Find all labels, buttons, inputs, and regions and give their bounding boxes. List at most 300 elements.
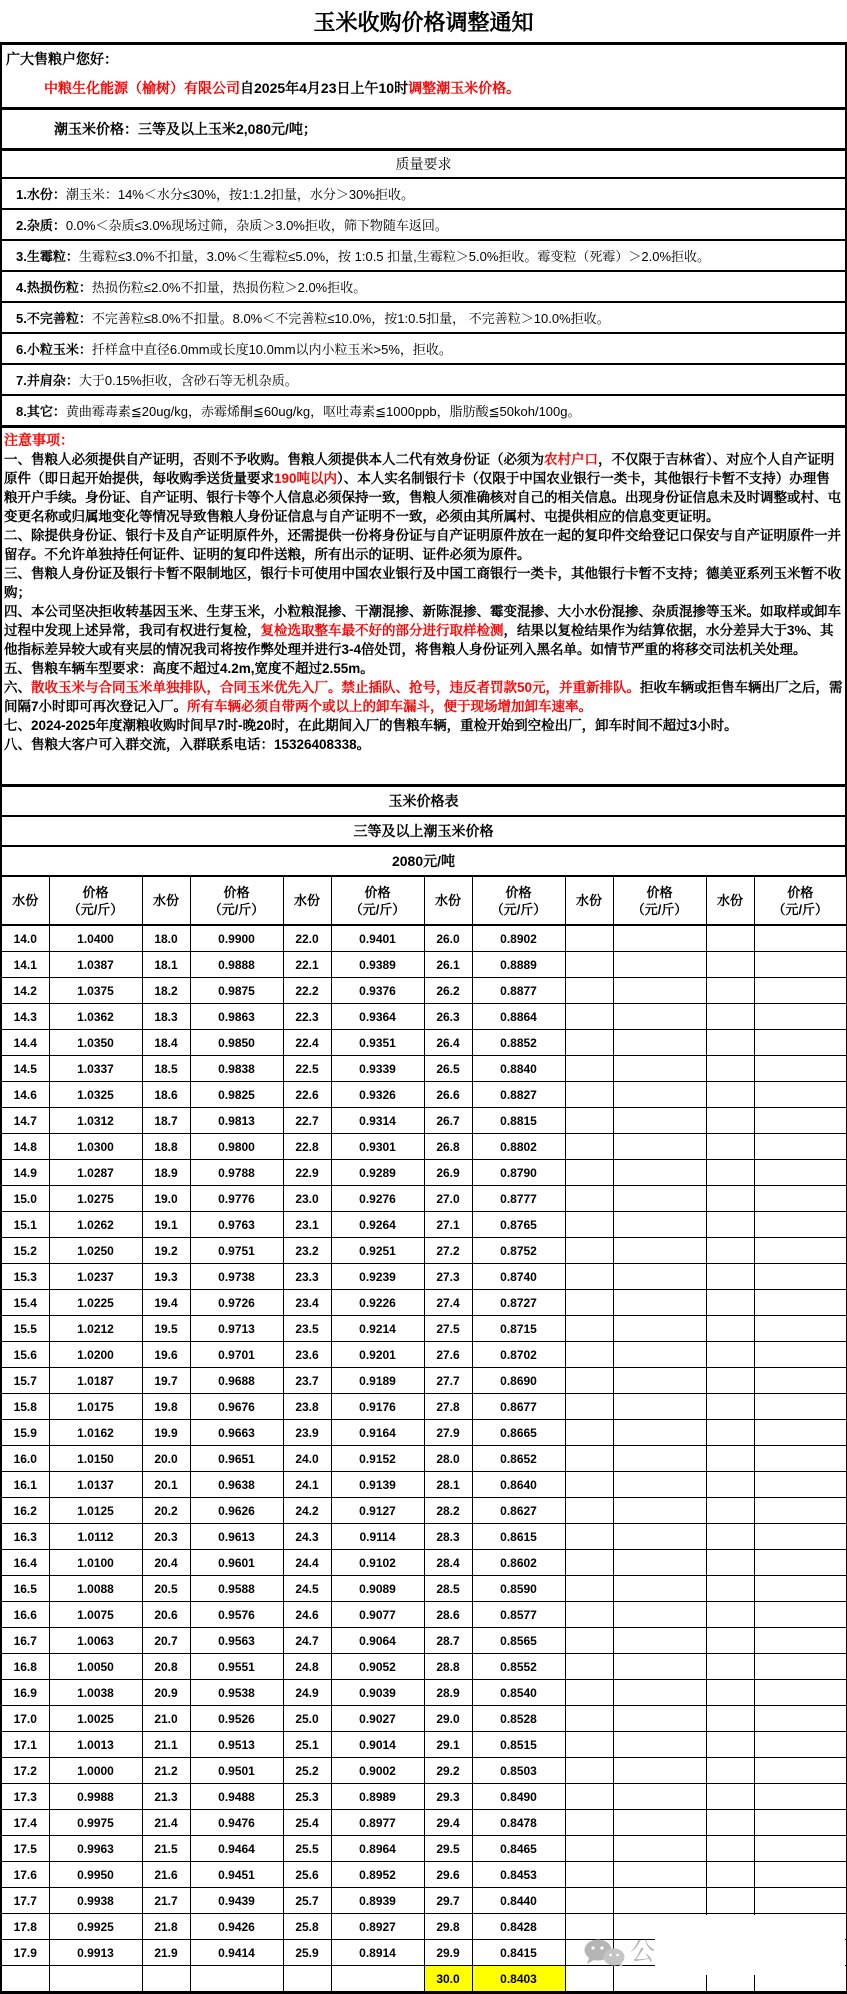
moisture-cell: 22.2: [283, 978, 331, 1004]
price-cell: 0.9875: [190, 978, 283, 1004]
moisture-cell: 24.7: [283, 1628, 331, 1654]
quality-requirements-header: 质量要求: [2, 151, 845, 179]
table-row: [1, 1342, 847, 1368]
moisture-cell: [706, 1498, 754, 1524]
quality-item-label: 4.热损伤粒：: [16, 280, 92, 295]
moisture-cell: [706, 1732, 754, 1758]
price-cell: 1.0200: [49, 1342, 142, 1368]
price-cell: 0.8840: [472, 1056, 565, 1082]
moisture-cell: 23.0: [283, 1186, 331, 1212]
price-cell: [754, 1550, 847, 1576]
moisture-cell: 26.8: [424, 1134, 472, 1160]
price-cell: [613, 1212, 706, 1238]
moisture-cell: [706, 1212, 754, 1238]
moisture-cell: 15.6: [1, 1342, 49, 1368]
moisture-cell: 22.7: [283, 1108, 331, 1134]
price-cell: [613, 1264, 706, 1290]
price-cell: 0.9176: [331, 1394, 424, 1420]
price-cell: 1.0362: [49, 1004, 142, 1030]
header-price: 价格 （元/斤）: [49, 876, 142, 925]
company-name: 中粮生化能源（榆树）有限公司: [44, 80, 240, 96]
moisture-cell: 25.8: [283, 1914, 331, 1940]
price-cell: [613, 1628, 706, 1654]
price-cell: 0.9800: [190, 1134, 283, 1160]
quality-item-label: 7.并肩杂：: [16, 373, 79, 388]
price-cell: 0.8528: [472, 1706, 565, 1732]
price-cell: [754, 1056, 847, 1082]
moisture-cell: [706, 1420, 754, 1446]
quality-item: [2, 396, 845, 428]
table-row: [1, 1238, 847, 1264]
moisture-cell: 23.5: [283, 1316, 331, 1342]
header-price: 价格 （元/斤）: [472, 876, 565, 925]
price-cell: 0.9638: [190, 1472, 283, 1498]
moisture-cell: 19.8: [142, 1394, 190, 1420]
price-cell: 0.9127: [331, 1498, 424, 1524]
moisture-cell: [565, 1758, 613, 1784]
price-cell: 0.9289: [331, 1160, 424, 1186]
price-cell: 1.0275: [49, 1186, 142, 1212]
table-row: [1, 1264, 847, 1290]
price-cell: 1.0063: [49, 1628, 142, 1654]
price-cell: 0.9301: [331, 1134, 424, 1160]
price-cell: [754, 1264, 847, 1290]
price-cell: 1.0287: [49, 1160, 142, 1186]
price-cell: [613, 1888, 706, 1914]
moisture-cell: [565, 1810, 613, 1836]
price-cell: 0.9738: [190, 1264, 283, 1290]
moisture-cell: 22.0: [283, 925, 331, 952]
watermark-cover: [655, 1915, 845, 1975]
quality-item: [2, 210, 845, 241]
wechat-icon: [583, 1939, 625, 1967]
moisture-cell: 28.5: [424, 1576, 472, 1602]
price-cell: [613, 1706, 706, 1732]
price-cell: 0.8902: [472, 925, 565, 952]
price-cell: [613, 1316, 706, 1342]
moisture-cell: [706, 1888, 754, 1914]
moisture-cell: [565, 1238, 613, 1264]
price-cell: 0.9439: [190, 1888, 283, 1914]
price-cell: 1.0350: [49, 1030, 142, 1056]
moisture-cell: [565, 952, 613, 978]
moisture-cell: 22.5: [283, 1056, 331, 1082]
price-cell: 0.8415: [472, 1940, 565, 1966]
price-cell: [613, 1550, 706, 1576]
table-row: [1, 1082, 847, 1108]
moisture-cell: [706, 1160, 754, 1186]
moisture-cell: [706, 1342, 754, 1368]
moisture-cell: [706, 1082, 754, 1108]
table-row: [1, 1732, 847, 1758]
price-cell: 0.8515: [472, 1732, 565, 1758]
price-cell: 0.8977: [331, 1810, 424, 1836]
price-cell: 1.0038: [49, 1680, 142, 1706]
moisture-cell: 26.0: [424, 925, 472, 952]
watermark-text: 公: [629, 1938, 655, 1966]
moisture-cell: [706, 1836, 754, 1862]
price-cell: 0.9152: [331, 1446, 424, 1472]
blank-spacer: [4, 754, 843, 784]
price-cell: 0.9551: [190, 1654, 283, 1680]
price-cell: 0.9763: [190, 1212, 283, 1238]
quality-item-label: 3.生霉粒：: [16, 249, 79, 264]
moisture-cell: 27.8: [424, 1394, 472, 1420]
price-cell: [613, 1836, 706, 1862]
moisture-cell: [565, 1108, 613, 1134]
price-cell: 0.9389: [331, 952, 424, 978]
price-table: [0, 875, 847, 1994]
price-cell: [754, 1576, 847, 1602]
price-cell: 0.9401: [331, 925, 424, 952]
moisture-cell: [565, 1914, 613, 1940]
moisture-cell: 17.1: [1, 1732, 49, 1758]
moisture-cell: 23.4: [283, 1290, 331, 1316]
moisture-cell: [565, 1316, 613, 1342]
moisture-cell: [565, 1628, 613, 1654]
moisture-cell: 25.9: [283, 1940, 331, 1966]
moisture-cell: [565, 1134, 613, 1160]
quality-item-text: 扦样盒中直径6.0mm或长度10.0mm以内小粒玉米>5%，拒收。: [91, 342, 452, 357]
table-row: [1, 1888, 847, 1914]
moisture-cell: [565, 1394, 613, 1420]
quality-item-label: 8.其它：: [16, 404, 66, 419]
greeting-text: 广大售粮户您好：: [6, 51, 118, 67]
price-cell: [613, 1602, 706, 1628]
moisture-cell: 21.4: [142, 1810, 190, 1836]
price-cell: 0.9326: [331, 1082, 424, 1108]
price-cell: [754, 1160, 847, 1186]
moisture-cell: 26.4: [424, 1030, 472, 1056]
price-cell: [190, 1966, 283, 1993]
price-cell: [754, 1524, 847, 1550]
moisture-cell: 25.1: [283, 1732, 331, 1758]
price-cell: 1.0225: [49, 1290, 142, 1316]
price-cell: 0.9089: [331, 1576, 424, 1602]
price-cell: 1.0250: [49, 1238, 142, 1264]
price-cell: [754, 1680, 847, 1706]
price-cell: 0.8727: [472, 1290, 565, 1316]
moisture-cell: 19.9: [142, 1420, 190, 1446]
price-cell: [613, 1472, 706, 1498]
price-cell: [754, 1862, 847, 1888]
table-row: [1, 1576, 847, 1602]
price-cell: 0.9975: [49, 1810, 142, 1836]
price-cell: 0.9751: [190, 1238, 283, 1264]
price-cell: 1.0125: [49, 1498, 142, 1524]
price-cell: 0.9476: [190, 1810, 283, 1836]
moisture-cell: 20.6: [142, 1602, 190, 1628]
price-cell: [754, 1758, 847, 1784]
price-cell: 1.0337: [49, 1056, 142, 1082]
moisture-cell: 24.6: [283, 1602, 331, 1628]
note-item: 五、售粮车辆车型要求：高度不超过4.2m,宽度不超过2.55m。: [4, 661, 374, 676]
price-cell: 0.9601: [190, 1550, 283, 1576]
price-cell: 1.0312: [49, 1108, 142, 1134]
moisture-cell: 18.1: [142, 952, 190, 978]
price-table-wrap: [0, 875, 847, 1994]
table-row: [1, 1862, 847, 1888]
note-item: 四、本公司坚决拒收转基因玉米、生芽玉米，小粒粮混掺、干潮混掺、新陈混掺、霉变混掺、大小水份混掺、杂质混掺等玉米。如取样或卸车过程中发现上述异常，我司有权进行复检，复检选取整车最不好的部分进行取样检测，结果以复检结果作为结算依据，水分差异大于3%、其他指标差异较大或有夹层的情况我司将按作弊处理并进行3-4倍处罚，将售粮人身份证列入黑名单。如情节严重的将移交司法机关处理。: [4, 604, 841, 657]
moisture-cell: 28.0: [424, 1446, 472, 1472]
price-cell: [613, 1862, 706, 1888]
moisture-cell: 23.9: [283, 1420, 331, 1446]
moisture-cell: 22.1: [283, 952, 331, 978]
price-cell: 0.9351: [331, 1030, 424, 1056]
moisture-cell: 20.7: [142, 1628, 190, 1654]
table-row: [1, 1186, 847, 1212]
quality-item-text: 生霉粒≤3.0%不扣量，3.0%＜生霉粒≤5.0%，按 1:0.5 扣量,生霉粒＞5.0%拒收。霉变粒（死霉）＞2.0%拒收。: [78, 249, 711, 264]
quality-item: [2, 272, 845, 303]
price-cell: [613, 1758, 706, 1784]
table-row: [1, 925, 847, 952]
moisture-cell: 27.5: [424, 1316, 472, 1342]
moisture-cell: [565, 1966, 613, 1993]
price-cell: 0.9526: [190, 1706, 283, 1732]
price-cell: 0.9114: [331, 1524, 424, 1550]
price-cell: 0.9239: [331, 1264, 424, 1290]
quality-item-text: 潮玉米：14%＜水分≤30%，按1:1.2扣量，水分＞30%拒收。: [65, 187, 414, 202]
moisture-cell: [565, 1056, 613, 1082]
price-cell: 0.9888: [190, 952, 283, 978]
moisture-cell: [565, 1602, 613, 1628]
price-cell: 0.8590: [472, 1576, 565, 1602]
price-cell: 0.9039: [331, 1680, 424, 1706]
moisture-cell: 18.0: [142, 925, 190, 952]
price-cell: [613, 1394, 706, 1420]
quality-item-text: 大于0.15%拒收，含砂石等无机杂质。: [78, 373, 298, 388]
moisture-cell: 29.4: [424, 1810, 472, 1836]
moisture-cell: 27.3: [424, 1264, 472, 1290]
quality-items: [2, 179, 845, 428]
price-cell: 0.9825: [190, 1082, 283, 1108]
moisture-cell: 26.5: [424, 1056, 472, 1082]
price-cell: [613, 1576, 706, 1602]
price-cell: 0.9963: [49, 1836, 142, 1862]
moisture-cell: [565, 1368, 613, 1394]
moisture-cell: 15.0: [1, 1186, 49, 1212]
moisture-cell: [565, 1654, 613, 1680]
price-cell: 0.9850: [190, 1030, 283, 1056]
moisture-cell: 26.1: [424, 952, 472, 978]
price-cell: [754, 1082, 847, 1108]
note-item: 八、售粮大客户可入群交流，入群联系电话：15326408338。: [4, 737, 371, 752]
price-cell: 0.9676: [190, 1394, 283, 1420]
moisture-cell: [706, 1134, 754, 1160]
moisture-cell: 14.9: [1, 1160, 49, 1186]
price-cell: 0.9314: [331, 1108, 424, 1134]
moisture-cell: 27.0: [424, 1186, 472, 1212]
note-item: 三、售粮人身份证及银行卡暂不限制地区，银行卡可使用中国农业银行及中国工商银行一类卡，其他银行卡暂不支持；德美亚系列玉米暂不收购；: [4, 566, 841, 600]
quality-item: [2, 179, 845, 210]
quality-item-label: 5.不完善粒：: [16, 311, 92, 326]
price-cell: 0.8652: [472, 1446, 565, 1472]
price-cell: 1.0325: [49, 1082, 142, 1108]
header-moisture: 水份: [142, 876, 190, 925]
price-cell: [754, 1316, 847, 1342]
price-cell: 0.9052: [331, 1654, 424, 1680]
moisture-cell: 29.8: [424, 1914, 472, 1940]
moisture-cell: [565, 1290, 613, 1316]
moisture-cell: [142, 1966, 190, 1993]
price-cell: [613, 925, 706, 952]
price-cell: 0.8665: [472, 1420, 565, 1446]
price-cell: 0.9613: [190, 1524, 283, 1550]
moisture-cell: [565, 1342, 613, 1368]
moisture-cell: [706, 1446, 754, 1472]
moisture-cell: 23.8: [283, 1394, 331, 1420]
moisture-cell: 24.3: [283, 1524, 331, 1550]
price-cell: 0.9139: [331, 1472, 424, 1498]
table-row: [1, 1420, 847, 1446]
price-cell: 0.9788: [190, 1160, 283, 1186]
price-cell: 1.0387: [49, 952, 142, 978]
moisture-cell: [706, 1368, 754, 1394]
moisture-cell: [565, 1160, 613, 1186]
price-cell: 0.9900: [190, 925, 283, 952]
price-cell: [613, 1134, 706, 1160]
price-cell: 0.9414: [190, 1940, 283, 1966]
quality-item-text: 热损伤粒≤2.0%不扣量，热损伤粒＞2.0%拒收。: [91, 280, 367, 295]
note-item: 七、2024-2025年度潮粮收购时间早7时-晚20时，在此期间入厂的售粮车辆，重检开始到空检出厂，卸车时间不超过3小时。: [4, 718, 738, 733]
price-cell: [754, 1342, 847, 1368]
table-row: [1, 1654, 847, 1680]
price-cell: 0.9002: [331, 1758, 424, 1784]
announcement-datetime: 自2025年4月23日上午10时: [240, 80, 409, 96]
moisture-cell: 19.7: [142, 1368, 190, 1394]
moisture-cell: 25.5: [283, 1836, 331, 1862]
price-cell: 0.9713: [190, 1316, 283, 1342]
moisture-cell: 19.1: [142, 1212, 190, 1238]
moisture-cell: [706, 1472, 754, 1498]
table-row: [1, 1472, 847, 1498]
price-cell: [613, 1732, 706, 1758]
price-cell: 0.9538: [190, 1680, 283, 1706]
moisture-cell: 29.3: [424, 1784, 472, 1810]
moisture-cell: 24.5: [283, 1576, 331, 1602]
moisture-cell: 18.6: [142, 1082, 190, 1108]
moisture-cell: [706, 1758, 754, 1784]
announcement-line: [2, 69, 845, 107]
moisture-cell: [706, 1602, 754, 1628]
moisture-cell: 21.5: [142, 1836, 190, 1862]
moisture-cell: 14.1: [1, 952, 49, 978]
moisture-cell: [565, 925, 613, 952]
notes-list: [4, 450, 843, 754]
price-cell: [331, 1966, 424, 1993]
price-cell: [613, 1004, 706, 1030]
moisture-cell: 27.2: [424, 1238, 472, 1264]
moisture-cell: 22.4: [283, 1030, 331, 1056]
price-cell: [613, 1420, 706, 1446]
moisture-cell: 26.6: [424, 1082, 472, 1108]
moisture-cell: 14.2: [1, 978, 49, 1004]
moisture-cell: 23.2: [283, 1238, 331, 1264]
moisture-cell: 27.9: [424, 1420, 472, 1446]
price-cell: [613, 978, 706, 1004]
price-cell: 1.0175: [49, 1394, 142, 1420]
quality-item-text: 0.0%＜杂质≤3.0%现场过筛，杂质＞3.0%拒收，筛下物随车返回。: [65, 218, 448, 233]
moisture-cell: 16.9: [1, 1680, 49, 1706]
moisture-cell: 25.4: [283, 1810, 331, 1836]
price-cell: [754, 1368, 847, 1394]
price-cell: 0.9364: [331, 1004, 424, 1030]
price-cell: 0.9276: [331, 1186, 424, 1212]
table-row: [1, 1784, 847, 1810]
price-cell: [613, 1342, 706, 1368]
header-moisture: 水份: [1, 876, 49, 925]
price-cell: [613, 1030, 706, 1056]
moisture-cell: 26.7: [424, 1108, 472, 1134]
price-cell: 1.0400: [49, 925, 142, 952]
table-row: [1, 1836, 847, 1862]
price-cell: 0.8552: [472, 1654, 565, 1680]
moisture-cell: 21.9: [142, 1940, 190, 1966]
price-cell: 0.8615: [472, 1524, 565, 1550]
price-cell: 0.8765: [472, 1212, 565, 1238]
price-cell: 1.0150: [49, 1446, 142, 1472]
price-cell: [613, 1160, 706, 1186]
price-cell: [613, 1498, 706, 1524]
moisture-cell: 20.9: [142, 1680, 190, 1706]
price-cell: [613, 1810, 706, 1836]
price-cell: 0.8740: [472, 1264, 565, 1290]
moisture-cell: 18.7: [142, 1108, 190, 1134]
table-row: [1, 1628, 847, 1654]
price-cell: 0.8815: [472, 1108, 565, 1134]
moisture-cell: 24.1: [283, 1472, 331, 1498]
price-cell: 0.9988: [49, 1784, 142, 1810]
price-cell: 0.8827: [472, 1082, 565, 1108]
price-cell: [754, 1394, 847, 1420]
moisture-cell: [706, 1108, 754, 1134]
moisture-cell: 15.1: [1, 1212, 49, 1238]
moisture-cell: 14.5: [1, 1056, 49, 1082]
moisture-cell: 15.5: [1, 1316, 49, 1342]
price-cell: 1.0375: [49, 978, 142, 1004]
price-cell: [754, 1238, 847, 1264]
price-cell: 0.9488: [190, 1784, 283, 1810]
price-cell: [613, 952, 706, 978]
moisture-cell: [706, 1394, 754, 1420]
moisture-cell: 24.8: [283, 1654, 331, 1680]
table-row: [1, 1134, 847, 1160]
price-cell: [754, 1654, 847, 1680]
price-cell: 0.9513: [190, 1732, 283, 1758]
price-cell: 0.8577: [472, 1602, 565, 1628]
price-cell: 0.9376: [331, 978, 424, 1004]
moisture-cell: [706, 1680, 754, 1706]
greeting-block: [2, 45, 845, 110]
moisture-cell: 17.4: [1, 1810, 49, 1836]
quality-item-text: 不完善粒≤8.0%不扣量。8.0%＜不完善粒≤10.0%，按1:0.5扣量， 不完善粒＞10.0%拒收。: [91, 311, 610, 326]
moisture-cell: 17.3: [1, 1784, 49, 1810]
price-cell: 0.8428: [472, 1914, 565, 1940]
moisture-cell: 15.7: [1, 1368, 49, 1394]
quality-item: [2, 241, 845, 272]
moisture-cell: 22.6: [283, 1082, 331, 1108]
price-cell: [613, 1524, 706, 1550]
moisture-cell: 28.2: [424, 1498, 472, 1524]
moisture-cell: 21.1: [142, 1732, 190, 1758]
moisture-cell: [1, 1966, 49, 1993]
moisture-cell: 20.1: [142, 1472, 190, 1498]
price-cell: [754, 1134, 847, 1160]
price-cell: [613, 1680, 706, 1706]
moisture-cell: 17.9: [1, 1940, 49, 1966]
table-row: [1, 1368, 847, 1394]
moisture-cell: 16.1: [1, 1472, 49, 1498]
